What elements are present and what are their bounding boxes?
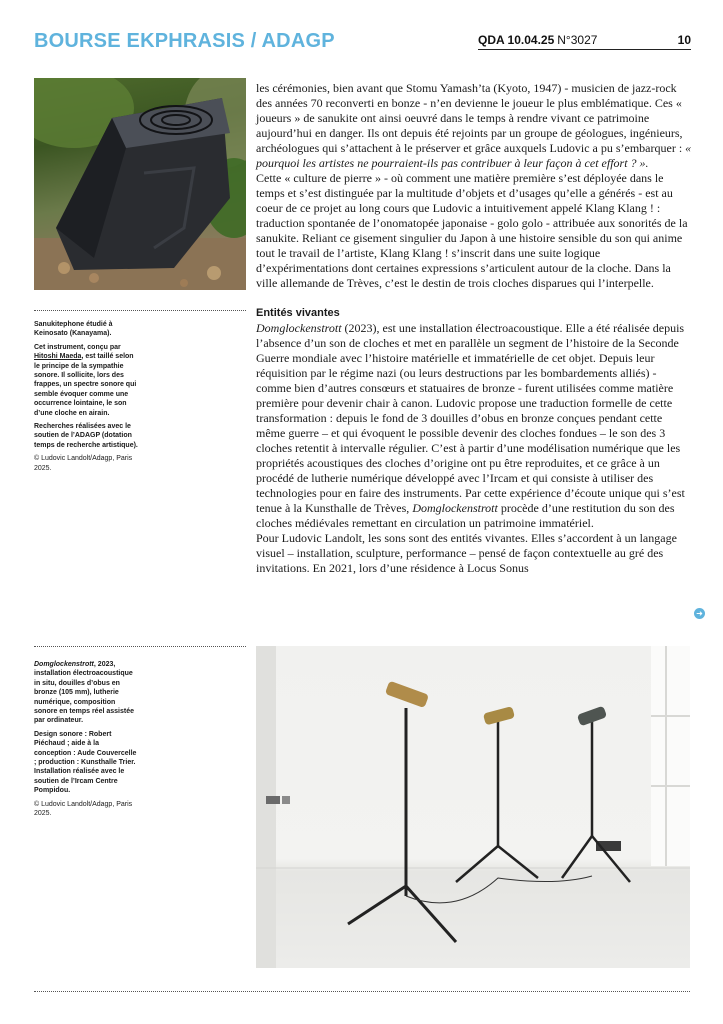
artist-link[interactable]: Hitoshi Maeda — [34, 353, 82, 361]
caption-description: Cet instrument, conçu par Hitoshi Maeda, est taillé selon le principe de la sympathie sonore. Il sollicite, lors des frappes, un spectre sonore qui semble évoquer comme une occurrence lointaine, le son d’une cloche en airain. — [34, 343, 137, 417]
section-title: BOURSE EKPHRASIS / ADAGP — [34, 30, 335, 52]
issue-info — [478, 33, 691, 47]
article-paragraph: Cette « culture de pierre » - où comment une matière première s’est déployée dans le temps et s’est distinguée par la multitude d’objets et d’usages qu’elle a générés - est au coeur de ce projet au long cours que Ludovic a intuitivement appelé Klang Klang ! : traduction spontanée de l’onomatopée japonaise - golo golo - attribuée aux sonorités de la sanukite. Reliant ce gisement singulier du Japon à une histoire sensible du son qui anime tout le travail de l’artiste, Klang Klang ! s’inscrit dans une suite logique d’expérimentations dont certaines expressions s’articulent autour de la cloche. Dans la ville allemande de Trèves, c’est le destin de trois cloches disparues qui l’interpelle. — [256, 171, 688, 290]
caption-description: Design sonore : Robert Piéchaud ; aide à la conception : Aude Couvercelle ; production : Kunsthalle Trier. Installation réalisée avec le soutien de l’Ircam Centre Pompidou. — [34, 730, 137, 795]
caption-domglockenstrott — [34, 660, 138, 823]
article-body — [256, 81, 693, 576]
subheading: Entités vivantes — [256, 307, 340, 319]
caption-title: Domglockenstrott, 2023, installation électroacoustique in situ, douilles d’obus en bronze (105 mm), lutherie numérique, composition sonore en temps réel assistée par ordinateur. — [34, 661, 134, 725]
issue-date: QDA 10.04.25 — [478, 33, 555, 47]
photo-installation — [256, 646, 690, 968]
caption-credit: © Ludovic Landolt/Adagp, Paris 2025. — [34, 455, 133, 472]
caption-support: Recherches réalisées avec le soutien de l’ADAGP (dotation temps de recherche artistique). — [34, 423, 138, 449]
sanukite-stone-illustration — [34, 78, 246, 290]
article-paragraph: Pour Ludovic Landolt, les sons sont des entités vivantes. Elles s’accordent à un langage visuel – installation, sculpture, performance – pensé de façon contextuelle au gré des invitations. En 2021, lors d’une résidence à Locus Sonus — [256, 531, 677, 575]
issue-number: N°3027 — [557, 33, 598, 47]
article-paragraph: les cérémonies, bien avant que Stomu Yamash’ta (Kyoto, 1947) - musicien de jazz-rock des années 70 reconverti en bonze - n’en devienne le joueur le plus emblématique. Ces « joueurs » de sanukite ont ainsi oeuvré dans le temps à rendre vivant ce patrimoine aujourd’hui en danger. Ils ont depuis été rejoints par un groupe de géologues, ingénieurs, archéologues qui s’attachent à le préserver et grâce auxquels Ludovic a pu s’embarquer : « pourquoi les artistes ne pourraient-ils pas contribuer à leur façon à cet effort ? ». — [256, 81, 692, 170]
article-paragraph: Domglockenstrott (2023), est une installation électroacoustique. Elle a été réalisée depuis l’absence d’un son de cloches et met en parallèle un segment de l’histoire de la Seconde Guerre mondiale avec l’histoire matérielle et immatérielle de cet objet. Depuis leur réquisition par le régime nazi (ou leurs destructions par les bombardements alliés) - comme bien d’autres consœurs et statuaires de bronze - furent utilisées comme matière première pour devenir chair à canon. Ludovic propose une traduction formelle de cette transformation : depuis le fond de 3 douilles d’obus en bronze conçues pendant cette même guerre – et qui évoquent le possible devenir des cloches fondues – le son des 3 cloches retentit à intervalle régulier. C’est à partir d’une modélisation numérique que les propriétés acoustiques des cloches d’origine ont pu être reproduites, et ce grâce à un procédé de lutherie numérique développé avec l’Ircam et qui consiste à utiliser des technologies pour en faire des instruments. Par cette expérience d’écoute unique qui s’est tenue à la Kunsthalle de Trèves, Domglockenstrott procède d’une restitution du son des cloches médiévales remettant en circulation un patrimoine immatériel. — [256, 321, 685, 530]
caption-divider — [34, 646, 246, 647]
page-number: 10 — [677, 33, 691, 47]
caption-divider — [34, 310, 246, 311]
caption-title: Sanukitephone étudié à Keinosato (Kanayama). — [34, 321, 113, 338]
installation-illustration — [256, 646, 690, 968]
photo-sanukite-stone — [34, 78, 246, 290]
header-rule — [478, 49, 691, 50]
arrow-right-icon[interactable]: ➜ — [694, 608, 705, 619]
footer-divider — [34, 991, 690, 992]
caption-credit: © Ludovic Landolt/Adagp, Paris 2025. — [34, 800, 133, 818]
caption-sanukitephone — [34, 320, 138, 477]
